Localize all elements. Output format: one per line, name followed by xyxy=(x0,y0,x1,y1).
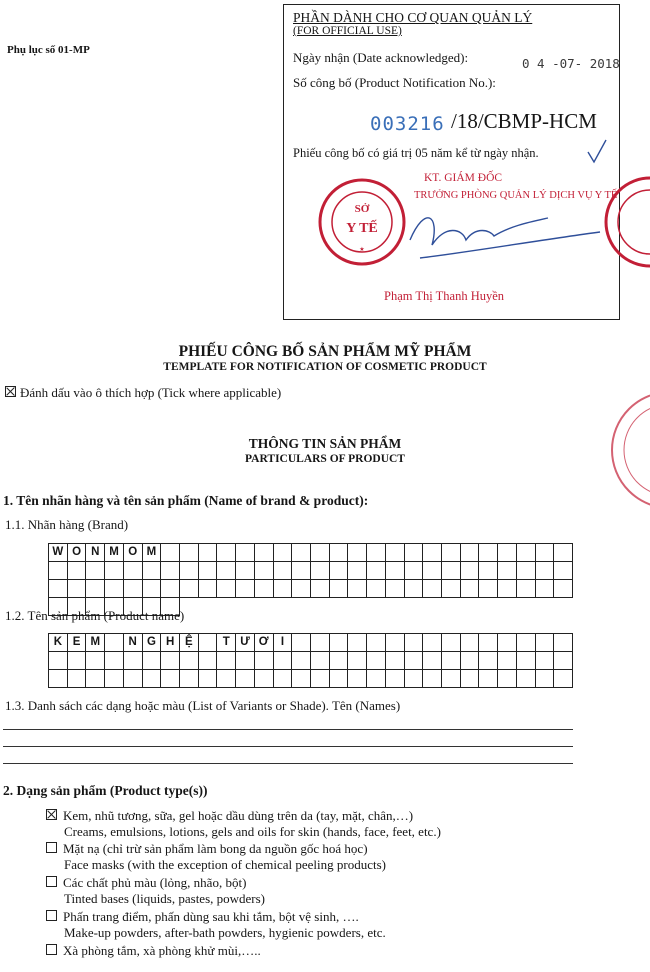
product-cell-empty[interactable] xyxy=(554,670,573,688)
product-cell-empty[interactable] xyxy=(274,652,293,670)
product-cell-empty[interactable] xyxy=(143,670,162,688)
brand-cell[interactable] xyxy=(236,544,255,562)
variants-label: 1.3. Danh sách các dạng hoặc màu (List of Variants or Shade). Tên (Names) xyxy=(5,698,401,713)
product-cell-empty[interactable] xyxy=(292,670,311,688)
product-cell-empty[interactable] xyxy=(405,670,424,688)
brand-cell[interactable] xyxy=(554,544,573,562)
product-cell-empty[interactable] xyxy=(86,670,105,688)
particulars-title-en: PARTICULARS OF PRODUCT xyxy=(245,453,405,465)
product-cell[interactable]: T xyxy=(217,634,236,652)
notification-number-suffix: /18/CBMP-HCM xyxy=(451,109,597,133)
brand-cell[interactable] xyxy=(498,544,517,562)
product-cell-empty[interactable] xyxy=(180,652,199,670)
brand-cell-empty[interactable] xyxy=(274,580,293,598)
product-cell[interactable] xyxy=(292,634,311,652)
product-cell[interactable] xyxy=(554,634,573,652)
form-title: PHIẾU CÔNG BỐ SẢN PHẨM MỸ PHẨM xyxy=(178,343,472,360)
brand-cell-empty[interactable] xyxy=(217,562,236,580)
brand-cell-empty[interactable] xyxy=(124,580,143,598)
product-cell[interactable]: K xyxy=(49,634,68,652)
brand-cell-empty[interactable] xyxy=(442,562,461,580)
product-type-option[interactable] xyxy=(46,808,441,840)
brand-cell[interactable]: O xyxy=(68,544,87,562)
brand-cell-empty[interactable] xyxy=(255,580,274,598)
product-cell-empty[interactable] xyxy=(498,652,517,670)
brand-cell-empty[interactable] xyxy=(367,562,386,580)
appendix-label: Phụ lục số 01-MP xyxy=(7,44,90,56)
product-type-option[interactable] xyxy=(46,943,261,959)
department-label: TRƯỞNG PHÒNG QUẢN LÝ DỊCH VỤ Y TẾ xyxy=(414,190,618,201)
signer-name: Phạm Thị Thanh Huyền xyxy=(384,289,505,303)
brand-cell[interactable] xyxy=(386,544,405,562)
brand-grid[interactable] xyxy=(48,543,573,616)
svg-text:SỞ: SỞ xyxy=(354,203,370,215)
brand-cell[interactable] xyxy=(311,544,330,562)
product-type-option[interactable] xyxy=(46,875,265,907)
product-cell-empty[interactable] xyxy=(292,652,311,670)
product-cell-empty[interactable] xyxy=(348,670,367,688)
product-cell[interactable] xyxy=(479,634,498,652)
brand-cell-empty[interactable] xyxy=(105,580,124,598)
tick-note xyxy=(5,385,281,401)
product-cell[interactable] xyxy=(517,634,536,652)
official-seal-icon xyxy=(320,180,404,264)
product-cell[interactable]: Ệ xyxy=(180,634,199,652)
product-cell[interactable] xyxy=(367,634,386,652)
product-cell-empty[interactable] xyxy=(124,670,143,688)
brand-cell-empty[interactable] xyxy=(386,562,405,580)
date-acknowledged-label: Ngày nhận (Date acknowledged): xyxy=(293,50,469,65)
brand-cell[interactable]: N xyxy=(86,544,105,562)
brand-cell[interactable] xyxy=(217,544,236,562)
brand-cell-empty[interactable] xyxy=(236,562,255,580)
particulars-title: THÔNG TIN SẢN PHẨM xyxy=(248,436,402,451)
brand-cell-empty[interactable] xyxy=(517,562,536,580)
product-cell[interactable]: Ơ xyxy=(255,634,274,652)
product-cell-empty[interactable] xyxy=(68,652,87,670)
product-cell-empty[interactable] xyxy=(536,652,555,670)
brand-cell-empty[interactable] xyxy=(330,562,349,580)
brand-cell[interactable] xyxy=(292,544,311,562)
brand-cell[interactable] xyxy=(461,544,480,562)
product-cell-empty[interactable] xyxy=(105,652,124,670)
product-cell[interactable]: Ư xyxy=(236,634,255,652)
brand-cell[interactable] xyxy=(517,544,536,562)
brand-cell-empty[interactable] xyxy=(498,562,517,580)
deputy-director-label: KT. GIÁM ĐỐC xyxy=(424,172,503,184)
product-cell-empty[interactable] xyxy=(517,652,536,670)
brand-cell-empty[interactable] xyxy=(274,562,293,580)
brand-cell[interactable] xyxy=(405,544,424,562)
product-cell-empty[interactable] xyxy=(49,652,68,670)
product-cell[interactable]: H xyxy=(161,634,180,652)
brand-cell-empty[interactable] xyxy=(405,580,424,598)
brand-cell-empty[interactable] xyxy=(49,562,68,580)
brand-cell-empty[interactable] xyxy=(86,580,105,598)
product-cell-empty[interactable] xyxy=(554,652,573,670)
product-cell-empty[interactable] xyxy=(386,652,405,670)
brand-cell-empty[interactable] xyxy=(255,562,274,580)
brand-cell-empty[interactable] xyxy=(161,562,180,580)
product-cell-empty[interactable] xyxy=(442,670,461,688)
brand-cell[interactable]: O xyxy=(124,544,143,562)
option-label-vi: Phấn trang điểm, phấn dùng sau khi tắm, bột vệ sinh, …. xyxy=(63,909,359,924)
brand-cell-empty[interactable] xyxy=(292,562,311,580)
checkbox-icon[interactable] xyxy=(46,842,57,853)
product-cell-empty[interactable] xyxy=(423,652,442,670)
product-cell-empty[interactable] xyxy=(498,670,517,688)
brand-cell[interactable] xyxy=(255,544,274,562)
tick-note-text: Đánh dấu vào ô thích hợp (Tick where applicable) xyxy=(20,385,282,400)
product-cell-empty[interactable] xyxy=(479,652,498,670)
product-cell[interactable]: E xyxy=(68,634,87,652)
product-cell-empty[interactable] xyxy=(274,670,293,688)
product-cell-empty[interactable] xyxy=(461,670,480,688)
product-cell-empty[interactable] xyxy=(236,670,255,688)
checked-box-icon[interactable] xyxy=(46,809,57,820)
product-cell[interactable]: N xyxy=(124,634,143,652)
product-cell-empty[interactable] xyxy=(124,652,143,670)
product-cell-empty[interactable] xyxy=(311,670,330,688)
brand-cell[interactable]: W xyxy=(49,544,68,562)
product-cell-empty[interactable] xyxy=(367,670,386,688)
variants-line[interactable] xyxy=(3,746,573,747)
product-cell-empty[interactable] xyxy=(161,670,180,688)
brand-cell[interactable] xyxy=(180,544,199,562)
product-cell-empty[interactable] xyxy=(536,670,555,688)
product-cell-empty[interactable] xyxy=(217,652,236,670)
option-label-en: Face masks (with the exception of chemical peeling products) xyxy=(64,857,387,872)
brand-cell-empty[interactable] xyxy=(461,580,480,598)
form-title-en: TEMPLATE FOR NOTIFICATION OF COSMETIC PRODUCT xyxy=(163,361,487,373)
brand-cell-empty[interactable] xyxy=(536,580,555,598)
brand-cell-empty[interactable] xyxy=(199,580,218,598)
product-cell-empty[interactable] xyxy=(479,670,498,688)
brand-cell-empty[interactable] xyxy=(423,580,442,598)
check-mark-icon xyxy=(588,140,606,162)
brand-cell-empty[interactable] xyxy=(180,580,199,598)
brand-cell-empty[interactable] xyxy=(180,562,199,580)
brand-cell-empty[interactable] xyxy=(479,580,498,598)
brand-cell[interactable] xyxy=(348,544,367,562)
brand-cell[interactable]: M xyxy=(143,544,162,562)
option-label-en: Make-up powders, after-bath powders, hygienic powders, etc. xyxy=(64,925,386,940)
product-cell[interactable]: M xyxy=(86,634,105,652)
variants-line[interactable] xyxy=(3,763,573,764)
date-acknowledged-value: 0 4 -07- 2018 xyxy=(522,56,620,71)
brand-cell-empty[interactable] xyxy=(348,580,367,598)
option-label-en: Creams, emulsions, lotions, gels and oils for skin (hands, face, feet, etc.) xyxy=(64,824,441,839)
svg-text:Y TẾ: Y TẾ xyxy=(346,221,378,236)
product-cell[interactable] xyxy=(199,634,218,652)
brand-cell[interactable] xyxy=(423,544,442,562)
brand-cell-empty[interactable] xyxy=(423,562,442,580)
brand-cell-empty[interactable] xyxy=(498,580,517,598)
svg-text:★: ★ xyxy=(359,247,365,253)
section-1-heading: 1. Tên nhãn hàng và tên sản phẩm (Name of brand & product): xyxy=(3,493,369,508)
product-cell-empty[interactable] xyxy=(517,670,536,688)
product-cell-empty[interactable] xyxy=(68,670,87,688)
checkbox-icon[interactable] xyxy=(46,910,57,921)
brand-cell-empty[interactable] xyxy=(405,562,424,580)
brand-cell-empty[interactable] xyxy=(554,562,573,580)
notification-number-label: Số công bố (Product Notification No.): xyxy=(293,75,496,90)
product-name-label: 1.2. Tên sản phẩm (Product name) xyxy=(5,608,185,623)
checkbox-icon[interactable] xyxy=(46,876,57,887)
brand-cell[interactable] xyxy=(367,544,386,562)
product-cell[interactable] xyxy=(311,634,330,652)
brand-cell-empty[interactable] xyxy=(461,562,480,580)
product-cell[interactable] xyxy=(330,634,349,652)
partial-seal-right-icon xyxy=(606,178,650,266)
product-cell[interactable] xyxy=(405,634,424,652)
brand-cell-empty[interactable] xyxy=(292,580,311,598)
brand-cell-empty[interactable] xyxy=(86,562,105,580)
notification-number-stamped: 003216 xyxy=(370,113,445,135)
product-cell-empty[interactable] xyxy=(423,670,442,688)
brand-cell[interactable] xyxy=(274,544,293,562)
product-cell-empty[interactable] xyxy=(330,670,349,688)
product-cell-empty[interactable] xyxy=(49,670,68,688)
product-cell-empty[interactable] xyxy=(255,652,274,670)
brand-cell-empty[interactable] xyxy=(386,580,405,598)
product-cell-empty[interactable] xyxy=(199,670,218,688)
product-cell-empty[interactable] xyxy=(161,652,180,670)
brand-cell-empty[interactable] xyxy=(517,580,536,598)
product-cell[interactable] xyxy=(461,634,480,652)
brand-cell-empty[interactable] xyxy=(124,562,143,580)
signature-icon xyxy=(410,218,600,258)
validity-note: Phiếu công bố có giá trị 05 năm kể từ ngày nhận. xyxy=(293,146,539,160)
option-label-vi: Các chất phủ màu (lỏng, nhão, bột) xyxy=(63,875,247,890)
product-cell[interactable] xyxy=(348,634,367,652)
brand-cell[interactable] xyxy=(536,544,555,562)
brand-cell-empty[interactable] xyxy=(554,580,573,598)
product-cell-empty[interactable] xyxy=(255,670,274,688)
brand-cell-empty[interactable] xyxy=(367,580,386,598)
checkbox-icon[interactable] xyxy=(46,944,57,955)
brand-cell-empty[interactable] xyxy=(236,580,255,598)
product-cell[interactable] xyxy=(498,634,517,652)
product-cell[interactable] xyxy=(536,634,555,652)
product-cell-empty[interactable] xyxy=(442,652,461,670)
brand-cell[interactable] xyxy=(479,544,498,562)
product-cell-empty[interactable] xyxy=(199,652,218,670)
brand-label: 1.1. Nhãn hàng (Brand) xyxy=(5,517,129,532)
checked-box-icon xyxy=(5,386,16,397)
brand-cell-empty[interactable] xyxy=(536,562,555,580)
product-cell-empty[interactable] xyxy=(461,652,480,670)
official-use-title-en: (FOR OFFICIAL USE) xyxy=(293,25,402,37)
product-cell-empty[interactable] xyxy=(367,652,386,670)
option-label-vi: Kem, nhũ tương, sữa, gel hoặc dầu dùng trên da (tay, mặt, chân,…) xyxy=(63,808,414,823)
product-cell[interactable] xyxy=(105,634,124,652)
product-cell-empty[interactable] xyxy=(386,670,405,688)
product-cell-empty[interactable] xyxy=(105,670,124,688)
product-cell[interactable]: I xyxy=(274,634,293,652)
brand-cell[interactable] xyxy=(199,544,218,562)
product-cell-empty[interactable] xyxy=(330,652,349,670)
brand-cell-empty[interactable] xyxy=(199,562,218,580)
brand-cell-empty[interactable] xyxy=(348,562,367,580)
product-type-option[interactable] xyxy=(46,909,386,941)
brand-cell-empty[interactable] xyxy=(442,580,461,598)
product-cell-empty[interactable] xyxy=(311,652,330,670)
section-2-heading: 2. Dạng sản phẩm (Product type(s)) xyxy=(3,783,208,798)
brand-cell-empty[interactable] xyxy=(311,562,330,580)
brand-cell-empty[interactable] xyxy=(217,580,236,598)
brand-cell-empty[interactable] xyxy=(68,562,87,580)
brand-cell-empty[interactable] xyxy=(479,562,498,580)
product-cell-empty[interactable] xyxy=(217,670,236,688)
option-label-vi: Mặt nạ (chỉ trừ sản phẩm làm bong da nguồn gốc hoá học) xyxy=(63,841,368,856)
option-label-vi: Xà phòng tắm, xà phòng khử mùi,….. xyxy=(63,943,261,958)
product-cell-empty[interactable] xyxy=(236,652,255,670)
brand-cell-empty[interactable] xyxy=(330,580,349,598)
product-cell-empty[interactable] xyxy=(405,652,424,670)
brand-cell-empty[interactable] xyxy=(143,562,162,580)
brand-cell-empty[interactable] xyxy=(49,580,68,598)
product-cell-empty[interactable] xyxy=(180,670,199,688)
option-label-en: Tinted bases (liquids, pastes, powders) xyxy=(64,891,266,906)
product-type-option[interactable] xyxy=(46,841,386,873)
official-use-title: PHẦN DÀNH CHO CƠ QUAN QUẢN LÝ xyxy=(293,10,533,25)
product-cell-empty[interactable] xyxy=(143,652,162,670)
brand-cell-empty[interactable] xyxy=(311,580,330,598)
brand-cell[interactable] xyxy=(161,544,180,562)
product-cell[interactable] xyxy=(386,634,405,652)
brand-cell[interactable]: M xyxy=(105,544,124,562)
brand-cell-empty[interactable] xyxy=(105,562,124,580)
brand-cell-empty[interactable] xyxy=(68,580,87,598)
product-cell[interactable]: G xyxy=(143,634,162,652)
product-cell[interactable] xyxy=(423,634,442,652)
brand-cell[interactable] xyxy=(330,544,349,562)
variants-line[interactable] xyxy=(3,729,573,730)
brand-cell[interactable] xyxy=(442,544,461,562)
product-cell[interactable] xyxy=(442,634,461,652)
product-cell-empty[interactable] xyxy=(86,652,105,670)
product-cell-empty[interactable] xyxy=(348,652,367,670)
brand-cell-empty[interactable] xyxy=(161,580,180,598)
brand-cell-empty[interactable] xyxy=(143,580,162,598)
product-name-grid[interactable] xyxy=(48,633,573,688)
